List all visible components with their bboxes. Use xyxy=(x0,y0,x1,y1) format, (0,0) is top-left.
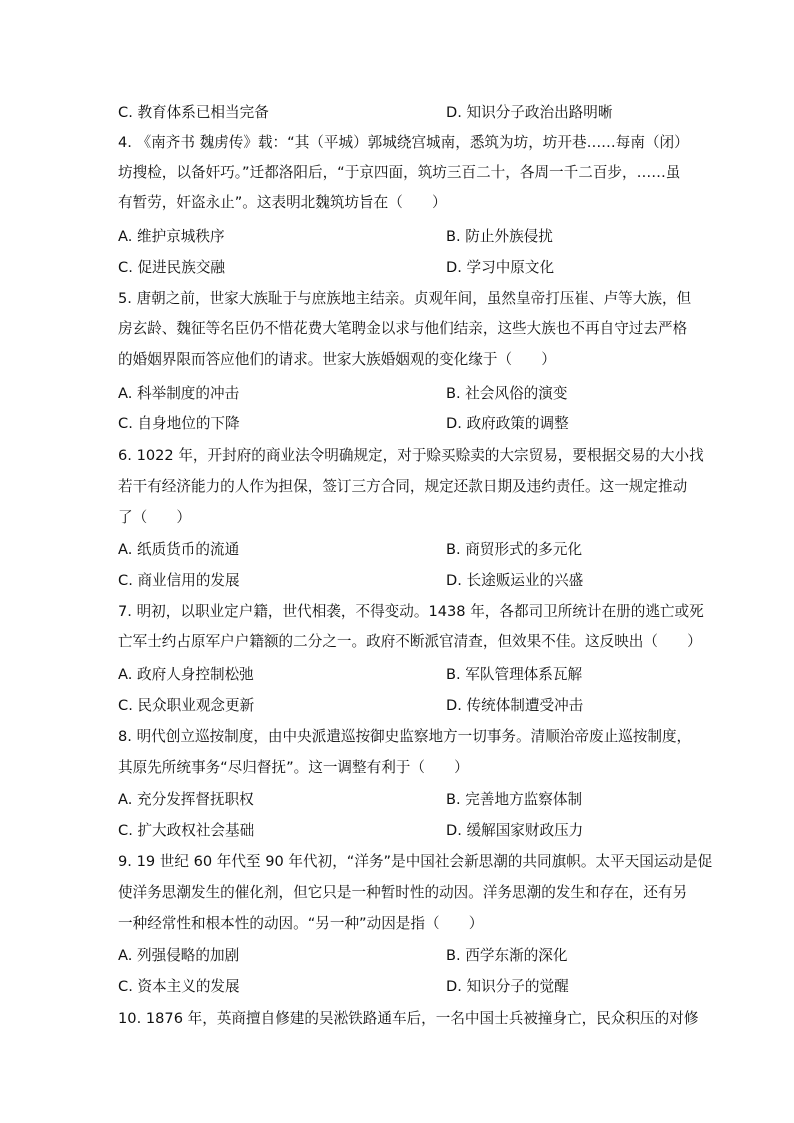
q6-option-b[interactable]: B. 商贸形式的多元化 xyxy=(446,541,583,558)
q5-option-d[interactable]: D. 政府政策的调整 xyxy=(446,415,569,432)
q9-stem-line-1: 9. 19 世纪 60 年代至 90 年代初，“洋务”是中国社会新思潮的共同旗帜。太平天国运动是促 xyxy=(118,853,713,870)
q8-option-c[interactable]: C. 扩大政权社会基础 xyxy=(118,822,255,839)
q6-option-a[interactable]: A. 纸质货币的流通 xyxy=(118,541,240,558)
q7-option-c[interactable]: C. 民众职业观念更新 xyxy=(118,697,255,714)
q9-stem-line-2: 使洋务思潮发生的催化剂，但它只是一种暂时性的动因。洋务思潮的发生和存在，还有另 xyxy=(118,884,688,901)
q7-option-b[interactable]: B. 军队管理体系瓦解 xyxy=(446,666,583,683)
q6-stem-line-2: 若干有经济能力的人作为担保，签订三方合同，规定还款日期及违约责任。这一规定推动 xyxy=(118,478,688,495)
q4-stem-line-1: 4. 《南齐书 魏虏传》载：“其（平城）郭城绕宫城南，悉筑为坊，坊开巷……每南（闭） xyxy=(118,134,689,151)
q7-stem-line-2: 亡军士约占原军户户籍额的二分之一。政府不断派官清查，但效果不佳。这反映出（ ） xyxy=(118,633,702,650)
q4-stem-line-2: 坊搜检，以备奸巧。”迁都洛阳后，“于京四面，筑坊三百二十，各周一千二百步，……虽 xyxy=(118,164,681,181)
q7-option-a[interactable]: A. 政府人身控制松弛 xyxy=(118,666,254,683)
q6-stem-line-3: 了（ ） xyxy=(118,509,191,526)
q10-stem-line-1: 10. 1876 年，英商擅自修建的吴淞铁路通车后，一名中国士兵被撞身亡，民众积压的对修 xyxy=(118,1010,699,1027)
q9-option-a[interactable]: A. 列强侵略的加剧 xyxy=(118,947,240,964)
q5-stem-line-1: 5. 唐朝之前，世家大族耻于与庶族地主结亲。贞观年间，虽然皇帝打压崔、卢等大族，但 xyxy=(118,290,692,307)
q5-stem-line-3: 的婚姻界限而答应他们的请求。世家大族婚姻观的变化缘于（ ） xyxy=(118,351,556,368)
q4-option-b[interactable]: B. 防止外族侵扰 xyxy=(446,228,553,245)
q9-option-c[interactable]: C. 资本主义的发展 xyxy=(118,978,240,995)
q4-option-a[interactable]: A. 维护京城秩序 xyxy=(118,228,225,245)
q6-option-c[interactable]: C. 商业信用的发展 xyxy=(118,572,240,589)
q6-option-d[interactable]: D. 长途贩运业的兴盛 xyxy=(446,572,584,589)
q4-option-c[interactable]: C. 促进民族交融 xyxy=(118,259,226,276)
q8-option-b[interactable]: B. 完善地方监察体制 xyxy=(446,791,583,808)
q3-option-c[interactable]: C. 教育体系已相当完备 xyxy=(118,104,269,121)
q9-stem-line-3: 一种经常性和根本性的动因。“另一种”动因是指（ ） xyxy=(118,915,484,932)
q7-option-d[interactable]: D. 传统体制遭受冲击 xyxy=(446,697,584,714)
q8-option-d[interactable]: D. 缓解国家财政压力 xyxy=(446,822,584,839)
q3-option-d[interactable]: D. 知识分子政治出路明晰 xyxy=(446,104,613,121)
q5-option-c[interactable]: C. 自身地位的下降 xyxy=(118,415,240,432)
q9-option-b[interactable]: B. 西学东渐的深化 xyxy=(446,947,568,964)
q5-option-a[interactable]: A. 科举制度的冲击 xyxy=(118,385,240,402)
q5-stem-line-2: 房玄龄、魏征等名臣仍不惜花费大笔聘金以求与他们结亲，这些大族也不再自守过去严格 xyxy=(118,320,688,337)
q8-stem-line-1: 8. 明代创立巡按制度，由中央派遣巡按御史监察地方一切事务。清顺治帝废止巡按制度， xyxy=(118,728,692,745)
q9-option-d[interactable]: D. 知识分子的觉醒 xyxy=(446,978,569,995)
q7-stem-line-1: 7. 明初，以职业定户籍，世代相袭，不得变动。1438 年，各都司卫所统计在册的逃亡或死 xyxy=(118,603,704,620)
q6-stem-line-1: 6. 1022 年，开封府的商业法令明确规定，对于赊买赊卖的大宗贸易，要根据交易的大小找 xyxy=(118,447,704,464)
q4-stem-line-3: 有暂劳，奸盗永止”。这表明北魏筑坊旨在（ ） xyxy=(118,194,447,211)
q5-option-b[interactable]: B. 社会风俗的演变 xyxy=(446,385,568,402)
q8-option-a[interactable]: A. 充分发挥督抚职权 xyxy=(118,791,254,808)
q4-option-d[interactable]: D. 学习中原文化 xyxy=(446,259,555,276)
q8-stem-line-2: 其原先所统事务“尽归督抚”。这一调整有利于（ ） xyxy=(118,759,469,776)
